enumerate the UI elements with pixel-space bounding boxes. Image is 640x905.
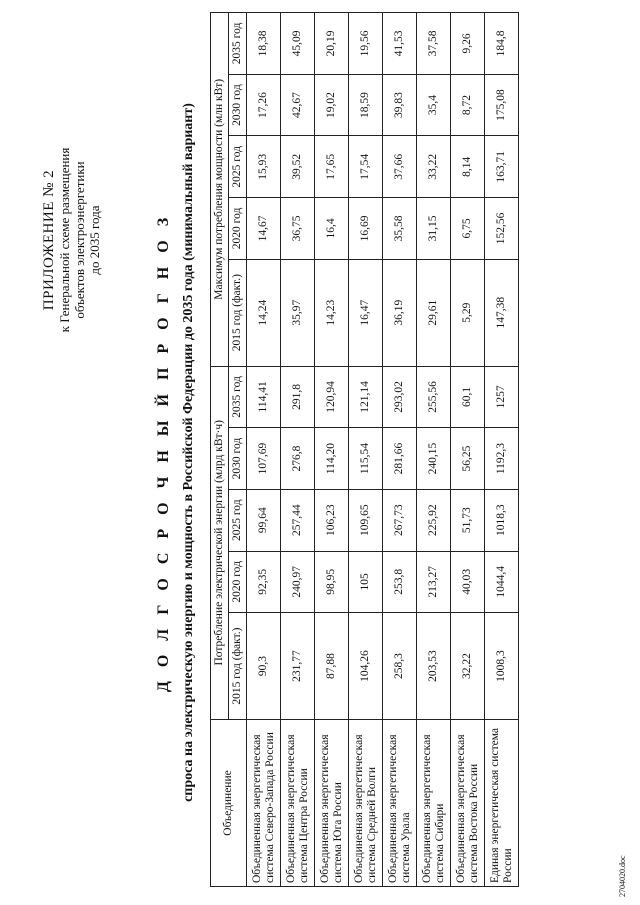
- document-title: Д О Л Г О С Р О Ч Н Ы Й П Р О Г Н О З: [155, 212, 172, 693]
- power-cell: 42,67: [281, 74, 315, 136]
- energy-cell: 1018,3: [485, 489, 519, 551]
- energy-cell: 92,35: [247, 551, 281, 613]
- row-name: Единая энергетическая система России: [485, 720, 519, 887]
- energy-cell: 60,1: [451, 366, 485, 428]
- power-cell: 152,56: [485, 198, 519, 260]
- energy-cell: 104,26: [349, 613, 383, 720]
- energy-cell: 87,88: [315, 613, 349, 720]
- power-cell: 5,29: [451, 259, 485, 366]
- power-cell: 17,54: [349, 136, 383, 198]
- power-cell: 18,38: [247, 13, 281, 75]
- power-cell: 175,08: [485, 74, 519, 136]
- energy-cell: 203,53: [417, 613, 451, 720]
- table-row: [417, 13, 451, 887]
- energy-cell: 56,25: [451, 428, 485, 490]
- power-cell: 39,52: [281, 136, 315, 198]
- power-cell: 35,97: [281, 259, 315, 366]
- energy-cell: 257,44: [281, 489, 315, 551]
- appendix-title: ПРИЛОЖЕНИЕ № 2: [41, 169, 57, 311]
- energy-cell: 276,8: [281, 428, 315, 490]
- power-cell: 16,4: [315, 198, 349, 260]
- energy-cell: 114,20: [315, 428, 349, 490]
- row-name: Объединенная энергетическая система Сибири: [417, 720, 451, 887]
- power-cell: 36,19: [383, 259, 417, 366]
- row-name: Объединенная энергетическая система Северо-Запада России: [247, 720, 281, 887]
- power-cell: 9,26: [451, 13, 485, 75]
- appendix-line: объектов электроэнергетики: [72, 161, 87, 319]
- header-year: 2015 год (факт.): [229, 613, 247, 720]
- header-year: 2025 год: [229, 136, 247, 198]
- power-cell: 14,24: [247, 259, 281, 366]
- appendix-line: до 2035 года: [87, 205, 102, 275]
- header-year: 2020 год: [229, 198, 247, 260]
- energy-cell: 240,15: [417, 428, 451, 490]
- header-year: 2035 год: [229, 366, 247, 428]
- power-cell: 6,75: [451, 198, 485, 260]
- power-cell: 8,14: [451, 136, 485, 198]
- power-cell: 19,02: [315, 74, 349, 136]
- energy-cell: 231,77: [281, 613, 315, 720]
- power-cell: 39,83: [383, 74, 417, 136]
- power-cell: 35,4: [417, 74, 451, 136]
- energy-cell: 1008,3: [485, 613, 519, 720]
- table-row: [451, 13, 485, 887]
- power-cell: 14,67: [247, 198, 281, 260]
- header-year: 2030 год: [229, 74, 247, 136]
- energy-cell: 120,94: [315, 366, 349, 428]
- row-name: Объединенная энергетическая система Юга России: [315, 720, 349, 887]
- energy-cell: 107,69: [247, 428, 281, 490]
- energy-cell: 121,14: [349, 366, 383, 428]
- energy-cell: 114,41: [247, 366, 281, 428]
- table-row: [383, 13, 417, 887]
- power-cell: 147,38: [485, 259, 519, 366]
- header-power-group: Максимум потребления мощности (млн кВт): [211, 13, 229, 367]
- header-year: 2025 год: [229, 489, 247, 551]
- power-cell: 17,26: [247, 74, 281, 136]
- row-name: Объединенная энергетическая система Средней Волги: [349, 720, 383, 887]
- forecast-table: [210, 12, 519, 887]
- power-cell: 37,66: [383, 136, 417, 198]
- energy-cell: 253,8: [383, 551, 417, 613]
- energy-cell: 115,54: [349, 428, 383, 490]
- appendix-line: к Генеральной схеме размещения: [57, 147, 72, 333]
- energy-cell: 105: [349, 551, 383, 613]
- energy-cell: 240,97: [281, 551, 315, 613]
- energy-cell: 225,92: [417, 489, 451, 551]
- row-name: Объединенная энергетическая система Центра России: [281, 720, 315, 887]
- power-cell: 16,47: [349, 259, 383, 366]
- header-year: 2015 год (факт.): [229, 259, 247, 366]
- energy-cell: 267,73: [383, 489, 417, 551]
- energy-cell: 258,3: [383, 613, 417, 720]
- energy-cell: 291,8: [281, 366, 315, 428]
- power-cell: 35,58: [383, 198, 417, 260]
- power-cell: 163,71: [485, 136, 519, 198]
- energy-cell: 1192,3: [485, 428, 519, 490]
- header-year: 2035 год: [229, 13, 247, 75]
- energy-cell: 98,95: [315, 551, 349, 613]
- row-name: Объединенная энергетическая система Урала: [383, 720, 417, 887]
- header-year: 2020 год: [229, 551, 247, 613]
- header-energy-group: Потребление электрической энергии (млрд кВт·ч): [211, 366, 229, 719]
- energy-cell: 109,65: [349, 489, 383, 551]
- energy-cell: 32,22: [451, 613, 485, 720]
- power-cell: 184,8: [485, 13, 519, 75]
- table-row: [485, 13, 519, 887]
- table-row: [281, 13, 315, 887]
- power-cell: 14,23: [315, 259, 349, 366]
- power-cell: 8,72: [451, 74, 485, 136]
- row-name: Объединенная энергетическая система Востока России: [451, 720, 485, 887]
- power-cell: 18,59: [349, 74, 383, 136]
- appendix-block: [42, 110, 102, 370]
- energy-cell: 1044,4: [485, 551, 519, 613]
- power-cell: 31,15: [417, 198, 451, 260]
- energy-cell: 106,23: [315, 489, 349, 551]
- power-cell: 33,22: [417, 136, 451, 198]
- energy-cell: 1257: [485, 366, 519, 428]
- document-subtitle: спроса на электрическую энергию и мощность в Российской Федерации до 2035 года (минимальный вариант): [181, 103, 196, 802]
- energy-cell: 213,27: [417, 551, 451, 613]
- power-cell: 36,75: [281, 198, 315, 260]
- energy-cell: 255,56: [417, 366, 451, 428]
- power-cell: 29,61: [417, 259, 451, 366]
- power-cell: 19,56: [349, 13, 383, 75]
- power-cell: 16,69: [349, 198, 383, 260]
- power-cell: 20,19: [315, 13, 349, 75]
- energy-cell: 293,02: [383, 366, 417, 428]
- energy-cell: 281,66: [383, 428, 417, 490]
- power-cell: 37,58: [417, 13, 451, 75]
- table-row: [349, 13, 383, 887]
- table-row: [247, 13, 281, 887]
- energy-cell: 51,73: [451, 489, 485, 551]
- header-name: Объединение: [211, 720, 247, 887]
- power-cell: 41,53: [383, 13, 417, 75]
- energy-cell: 99,64: [247, 489, 281, 551]
- table-row: [315, 13, 349, 887]
- header-year: 2030 год: [229, 428, 247, 490]
- power-cell: 15,93: [247, 136, 281, 198]
- power-cell: 45,09: [281, 13, 315, 75]
- energy-cell: 90,3: [247, 613, 281, 720]
- file-stamp: 2704020.doc: [618, 855, 627, 897]
- energy-cell: 40,03: [451, 551, 485, 613]
- power-cell: 17,65: [315, 136, 349, 198]
